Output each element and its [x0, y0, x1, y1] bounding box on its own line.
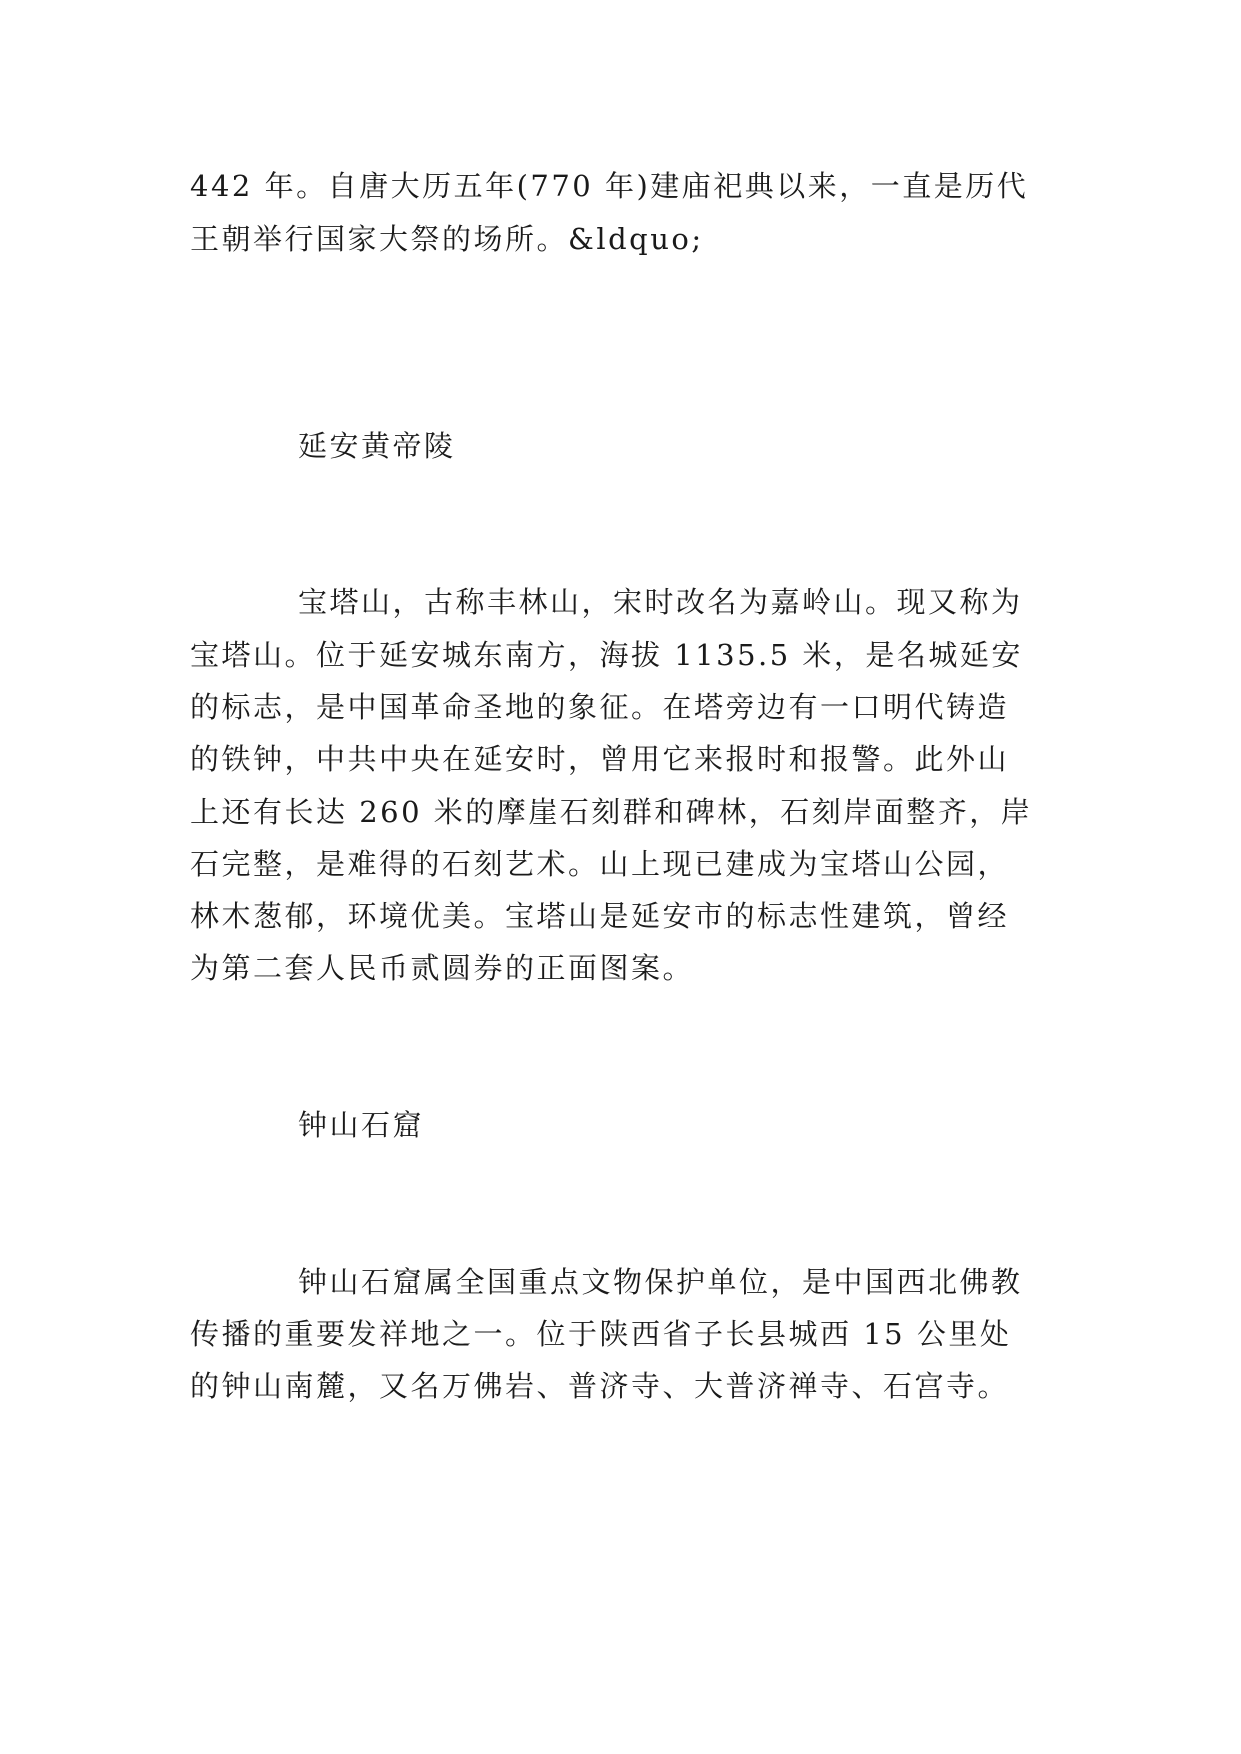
- paragraph-line: 林木葱郁，环境优美。宝塔山是延安市的标志性建筑，曾经: [190, 899, 1010, 933]
- intro-line-2: 王朝举行国家大祭的场所。&ldquo;: [190, 222, 704, 256]
- paragraph-line: 石完整，是难得的石刻艺术。山上现已建成为宝塔山公园，: [190, 847, 1010, 881]
- paragraph-line: 传播的重要发祥地之一。位于陕西省子长县城西 15 公里处: [190, 1317, 1012, 1351]
- paragraph-line: 的钟山南麓，又名万佛岩、普济寺、大普济禅寺、石宫寺。: [190, 1369, 1010, 1403]
- intro-line-1: 442 年。自唐大历五年(770 年)建庙祀典以来，一直是历代: [190, 169, 1029, 203]
- paragraph-line: 为第二套人民币贰圆券的正面图案。: [190, 951, 695, 985]
- section-heading-zhongshan: 钟山石窟: [298, 1108, 425, 1142]
- paragraph-line: 宝塔山。位于延安城东南方，海拔 1135.5 米，是名城延安: [190, 638, 1023, 672]
- section-heading-yanan: 延安黄帝陵: [298, 429, 456, 463]
- paragraph-line: 的铁钟，中共中央在延安时，曾用它来报时和报警。此外山: [190, 742, 1010, 776]
- paragraph-line: 上还有长达 260 米的摩崖石刻群和碑林，石刻岸面整齐，岸: [190, 795, 1033, 829]
- paragraph-line: 的标志，是中国革命圣地的象征。在塔旁边有一口明代铸造: [190, 690, 1010, 724]
- paragraph-line: 宝塔山，古称丰林山，宋时改名为嘉岭山。现又称为: [298, 585, 1023, 619]
- paragraph-line: 钟山石窟属全国重点文物保护单位，是中国西北佛教: [298, 1265, 1023, 1299]
